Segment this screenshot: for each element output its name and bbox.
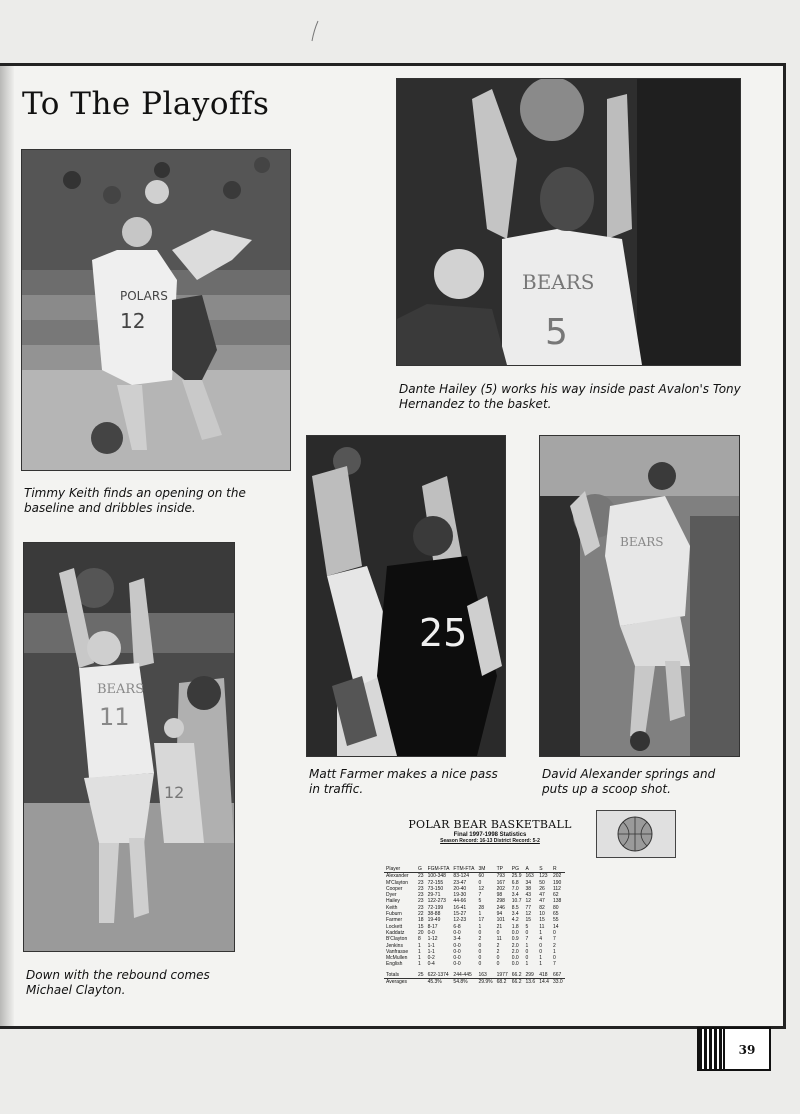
stats-cell: 0 [539, 942, 542, 949]
stats-cell: 12-23 [453, 917, 467, 924]
stats-cell: 7.0 [511, 885, 519, 892]
stats-cell: 26 [539, 885, 545, 892]
stats-cell: 0 [478, 879, 482, 886]
stats-cell: 0 [525, 929, 529, 936]
stats-cell: 100-348 [427, 873, 446, 880]
jersey-number: 11 [99, 703, 130, 731]
stats-cell: 0 [478, 955, 482, 962]
jersey-text: BEARS [620, 535, 664, 549]
stats-cell: 12 [478, 885, 484, 892]
stats-cell: 0 [496, 955, 500, 962]
stats-cell: 298 [496, 898, 505, 905]
stats-cell: 1-12 [427, 936, 438, 943]
stats-header-cell: FTM-FTA [453, 866, 475, 872]
stats-cell: 12 [525, 898, 532, 905]
stats-cell: 6.8 [511, 879, 519, 886]
stats-subtitle: Final 1997-1998 Statistics [453, 832, 527, 838]
stats-cell: Jenkins [386, 942, 403, 949]
stats-cell: 0 [539, 948, 542, 955]
stats-cell: 793 [496, 873, 505, 880]
stats-cell: 19-49 [427, 917, 441, 924]
stats-cell: 65 [552, 911, 559, 918]
stats-cell: 1 [525, 942, 529, 949]
pen-mark [310, 20, 320, 42]
stats-cell: 0 [496, 929, 500, 936]
stats-cell: 29.9% [478, 979, 493, 986]
photo-hailey [396, 78, 741, 366]
stats-cell: 4.2 [511, 917, 519, 924]
stats-cell: 0 [478, 948, 482, 955]
stats-cell: 0 [525, 948, 529, 955]
stats-cell: 21 [496, 923, 503, 930]
stats-cell: 0-0 [453, 955, 461, 962]
stats-cell: Kaddatz [386, 929, 405, 936]
stats-cell: 0-4 [427, 961, 435, 968]
stats-cell: 138 [552, 898, 562, 905]
stats-cell: Cooper [386, 885, 403, 892]
stats-cell: 0-0 [427, 929, 435, 936]
stats-cell: 33.0 [552, 979, 563, 986]
page-number-bars [697, 1027, 725, 1071]
stats-averages-row [384, 979, 565, 986]
caption-keith: Timmy Keith finds an opening on the baseline and dribbles inside. [24, 486, 246, 515]
photo-alexander [539, 435, 740, 757]
stats-cell: 15 [539, 917, 545, 924]
stats-cell: 23-47 [453, 879, 467, 886]
jersey-number-2: 12 [164, 783, 185, 802]
stats-cell: Hailey [386, 898, 400, 905]
stats-cell: 2.0 [511, 948, 519, 955]
stats-cell: 0.9 [511, 936, 519, 943]
stats-cell: 12 [525, 911, 532, 918]
stats-cell: 2.0 [511, 942, 519, 949]
stats-cell: 98 [496, 892, 503, 899]
stats-cell: 1 [418, 948, 421, 955]
stats-cell: 163 [525, 873, 534, 880]
stats-title: POLAR BEAR BASKETBALL [408, 818, 572, 831]
stats-cell: 72-199 [427, 904, 444, 911]
stats-cell: 0-0 [453, 961, 461, 968]
stats-cell: 15 [525, 917, 532, 924]
stats-header-cell: PG [510, 866, 524, 873]
stats-row [384, 873, 565, 880]
stats-cell: 0.0 [511, 961, 519, 968]
stats-cell: 72-155 [427, 879, 444, 886]
stats-cell: 1-1 [427, 948, 435, 955]
stats-cell: 82 [539, 904, 545, 911]
stats-cell: 23 [418, 879, 424, 886]
stats-cell: 23 [418, 873, 424, 880]
stats-cell: McMullen [386, 955, 408, 962]
stats-totals-row [384, 968, 565, 979]
stats-cell: 0 [478, 929, 482, 936]
stats-cell: 0.0 [511, 929, 519, 936]
stats-cell: 77 [525, 904, 532, 911]
stats-cell: 6-8 [453, 923, 461, 930]
stats-cell: 0-2 [427, 955, 435, 962]
stats-cell: 0.0 [511, 955, 519, 962]
jersey-number: 5 [545, 312, 568, 353]
stats-cell: 19-30 [453, 892, 467, 899]
stats-cell: 7 [552, 961, 556, 968]
stats-cell: 3-4 [453, 936, 461, 943]
stats-cell: 11 [539, 923, 545, 930]
stats-cell: 167 [496, 879, 505, 886]
stats-cell: Vanfrasse [386, 948, 409, 955]
stats-cell: Dyer [386, 892, 397, 899]
stats-cell: 7 [478, 892, 482, 899]
stats-cell: 11 [496, 936, 502, 943]
stats-section [380, 810, 750, 1000]
stats-record: Season Record: 16-13 District Record: 5-2 [440, 838, 540, 844]
page-number-block [697, 1027, 773, 1071]
stats-cell: 15 [418, 923, 424, 930]
stats-cell: 66.2 [511, 971, 522, 978]
stats-cell: 246 [496, 904, 505, 911]
jersey-text: BEARS [522, 270, 595, 294]
stats-cell: 0 [552, 955, 556, 962]
stats-cell: 18 [418, 917, 424, 924]
stats-cell: 60 [478, 873, 484, 880]
stats-cell: 15-27 [453, 911, 467, 918]
caption-hailey: Dante Hailey (5) works his way inside past Avalon's Tony Hernandez to the basket. [399, 382, 741, 411]
stats-cell: 1-1 [427, 942, 435, 949]
stats-cell: 8.5 [511, 904, 519, 911]
stats-cell: 23 [418, 898, 424, 905]
stats-cell: 23 [418, 904, 424, 911]
stats-cell: 7 [525, 936, 529, 943]
stats-cell [416, 979, 426, 986]
stats-cell: 7 [552, 936, 556, 943]
stats-cell: 1 [552, 948, 556, 955]
stats-cell: 1 [525, 961, 529, 968]
stats-cell: 667 [552, 971, 562, 978]
stats-cell: 22 [418, 911, 424, 918]
caption-clayton: Down with the rebound comes Michael Clayton. [26, 968, 210, 997]
stats-cell: 0 [478, 961, 482, 968]
stats-header-cell: TP [495, 866, 510, 873]
stats-cell: 0-0 [453, 948, 461, 955]
stats-cell: 1 [539, 929, 542, 936]
basketball-icon [597, 811, 675, 857]
stats-cell: Fuburn [386, 911, 402, 918]
stats-cell: 25.9 [511, 873, 522, 880]
photo-keith [21, 149, 291, 471]
stats-cell: 50 [539, 879, 545, 886]
stats-cell: 0 [525, 955, 529, 962]
stats-cell: 47 [539, 892, 545, 899]
jersey-number: 12 [120, 309, 146, 333]
stats-cell: Farmer [386, 917, 403, 924]
stats-header-cell: G [416, 866, 426, 873]
stats-cell: English [386, 961, 403, 968]
stats-cell: 8 [418, 936, 421, 943]
page-number: 39 [738, 1043, 756, 1057]
stats-cell: 622-1374 [427, 971, 449, 978]
stats-cell: 43 [525, 892, 532, 899]
stats-cell: 14 [552, 923, 559, 930]
stats-cell: 122-273 [427, 898, 446, 905]
stats-cell: 5 [525, 923, 529, 930]
stats-cell: 25 [418, 971, 424, 978]
page-title: To The Playoffs [22, 86, 270, 122]
stats-cell: 80 [552, 904, 559, 911]
stats-cell: 0-0 [453, 942, 461, 949]
stats-cell: 34 [525, 879, 532, 886]
stats-cell: 202 [496, 885, 505, 892]
stats-cell: 23 [418, 885, 424, 892]
stats-cell: 10 [539, 911, 545, 918]
stats-cell: 0 [496, 961, 500, 968]
stats-cell: 54.8% [451, 979, 476, 986]
stats-cell: 29-71 [427, 892, 441, 899]
stats-cell: 10.7 [511, 898, 522, 905]
stats-cell: 66.2 [511, 979, 522, 986]
stats-cell: 17 [478, 917, 484, 924]
stats-cell: 2 [496, 942, 500, 949]
stats-cell: 3.4 [511, 892, 519, 899]
stats-cell: 1 [418, 961, 421, 968]
stats-cell: 1977 [496, 971, 508, 978]
stats-cell: 244-445 [453, 971, 472, 978]
stats-header-cell: FGM-FTA [427, 866, 450, 872]
stats-cell: 1 [478, 923, 482, 930]
stats-cell: 299 [525, 971, 534, 978]
stats-header-cell: Player [384, 866, 416, 873]
stats-cell: Lockett [386, 923, 403, 930]
jersey-text: BEARS [97, 682, 145, 697]
stats-cell: 2 [478, 936, 482, 943]
stats-cell: 0 [478, 942, 482, 949]
stats-cell: 190 [552, 879, 562, 886]
stats-cell: 123 [539, 873, 548, 880]
stats-cell: 28 [478, 904, 484, 911]
stats-cell: 3.4 [511, 911, 519, 918]
stats-cell: Averages [384, 979, 416, 986]
stats-cell: 16-41 [453, 904, 467, 911]
stats-cell: 45.3% [426, 979, 452, 986]
stats-cell: 20 [418, 929, 424, 936]
basketball-graphic [596, 810, 676, 858]
stats-cell: 1.8 [511, 923, 519, 930]
stats-cell: M'Clayton [386, 879, 409, 886]
photo-clayton [23, 542, 235, 952]
stats-cell: 20-40 [453, 885, 467, 892]
stats-cell: 8-17 [427, 923, 438, 930]
stats-cell: 83-124 [453, 873, 469, 880]
stats-cell: 202 [552, 873, 562, 880]
stats-cell: B'Clayton [386, 936, 408, 943]
stats-cell: 1 [478, 911, 482, 918]
stats-cell: 5 [478, 898, 482, 905]
stats-cell: 68.2 [495, 979, 510, 986]
stats-cell: 418 [539, 971, 548, 978]
stats-cell: 2 [552, 942, 556, 949]
stats-cell: Totals [386, 971, 400, 978]
stats-cell: Keith [386, 904, 398, 911]
stats-header [380, 818, 600, 844]
stats-header-cell: R [551, 866, 565, 873]
stats-cell: 1 [539, 961, 542, 968]
stats-cell: 101 [496, 917, 505, 924]
caption-farmer: Matt Farmer makes a nice pass in traffic. [309, 767, 498, 796]
stats-cell: 38-88 [427, 911, 441, 918]
stats-cell: 55 [552, 917, 559, 924]
caption-alexander: David Alexander springs and puts up a scoop shot. [542, 767, 716, 796]
stats-cell: 2 [496, 948, 500, 955]
stats-cell: 163 [478, 971, 487, 978]
stats-cell: 0-0 [453, 929, 461, 936]
stats-header-cell: 3M [476, 866, 494, 873]
stats-header-cell: A [523, 866, 537, 873]
stats-cell: 0 [552, 929, 556, 936]
page-number-box [725, 1027, 771, 1071]
binding-gutter [0, 66, 14, 1026]
stats-cell: 4 [539, 936, 542, 943]
stats-cell: Alexander [386, 873, 409, 880]
stats-cell: 94 [496, 911, 503, 918]
stats-cell: 1 [539, 955, 542, 962]
stats-cell: 38 [525, 885, 532, 892]
stats-cell: 23 [418, 892, 424, 899]
stats-header-cell: S [537, 866, 551, 873]
stats-cell: 13.6 [525, 979, 536, 986]
stats-cell: 1 [418, 942, 421, 949]
photo-farmer [306, 435, 506, 757]
jersey-text: POLARS [120, 289, 168, 303]
jersey-number: 25 [419, 611, 468, 655]
stats-cell: 44-66 [453, 898, 467, 905]
stats-cell: 47 [539, 898, 545, 905]
stats-cell: 14.4 [539, 979, 549, 986]
stats-cell: 73-150 [427, 885, 444, 892]
stats-table [384, 866, 565, 985]
stats-cell: 1 [418, 955, 421, 962]
stats-cell: 62 [552, 892, 559, 899]
stats-cell: 112 [552, 885, 561, 892]
